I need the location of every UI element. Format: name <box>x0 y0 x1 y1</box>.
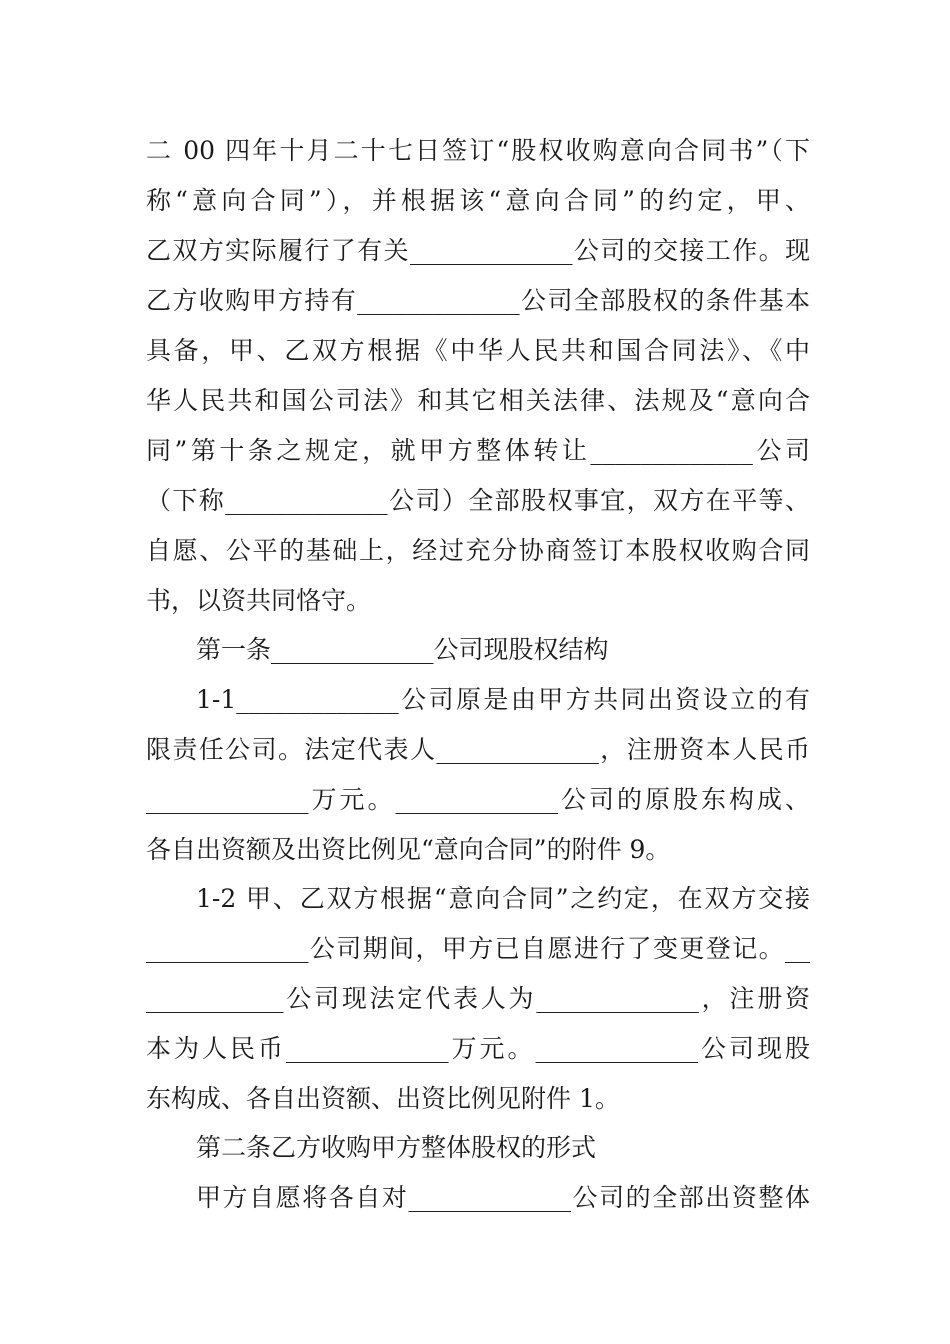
text-line-18: ___________公司现法定代表人为_____________，注册资 <box>146 984 810 1013</box>
text-line-12: 1-1_____________公司原是由甲方共同出资设立的有 <box>196 685 810 714</box>
text-line-20: 东构成、各自出资额、出资比例见附件 1。 <box>146 1084 620 1113</box>
text-line-9: 自愿、公平的基础上，经过充分协商签订本股权收购合同 <box>146 536 810 565</box>
article-1-heading: 第一条_____________公司现股权结构 <box>196 635 609 664</box>
text-line-15: 各自出资额及出资比例见“意向合同”的附件 9。 <box>146 835 671 864</box>
text-line-10: 书，以资共同恪守。 <box>146 586 372 615</box>
text-line-1: 二 00 四年十月二十七日签订“股权收购意向合同书”（下 <box>146 136 810 165</box>
text-line-14: _____________万元。_____________公司的原股东构成、 <box>146 785 810 814</box>
text-line-6: 华人民共和国公司法》和其它相关法律、法规及“意向合 <box>146 386 810 415</box>
text-line-3: 乙双方实际履行了有关_____________公司的交接工作。现 <box>146 236 810 265</box>
text-line-16: 1-2 甲、乙双方根据“意向合同”之约定，在双方交接 <box>196 884 810 913</box>
text-line-7: 同”第十条之规定，就甲方整体转让_____________公司 <box>146 436 810 465</box>
text-line-22: 甲方自愿将各自对_____________公司的全部出资整体 <box>196 1183 810 1212</box>
text-line-5: 具备，甲、乙双方根据《中华人民共和国合同法》、《中 <box>146 336 810 365</box>
text-line-4: 乙方收购甲方持有_____________公司全部股权的条件基本 <box>146 286 810 315</box>
article-2-heading: 第二条乙方收购甲方整体股权的形式 <box>196 1133 597 1162</box>
text-line-13: 限责任公司。法定代表人_____________，注册资本人民币 <box>146 735 810 764</box>
text-line-19: 本为人民币_____________万元。_____________公司现股 <box>146 1034 810 1063</box>
text-line-17: _____________公司期间，甲方已自愿进行了变更登记。__ <box>146 934 810 963</box>
text-line-2: 称“意向合同”），并根据该“意向合同”的约定，甲、 <box>146 186 810 215</box>
text-line-8: （下称_____________公司）全部股权事宜，双方在平等、 <box>146 486 810 515</box>
